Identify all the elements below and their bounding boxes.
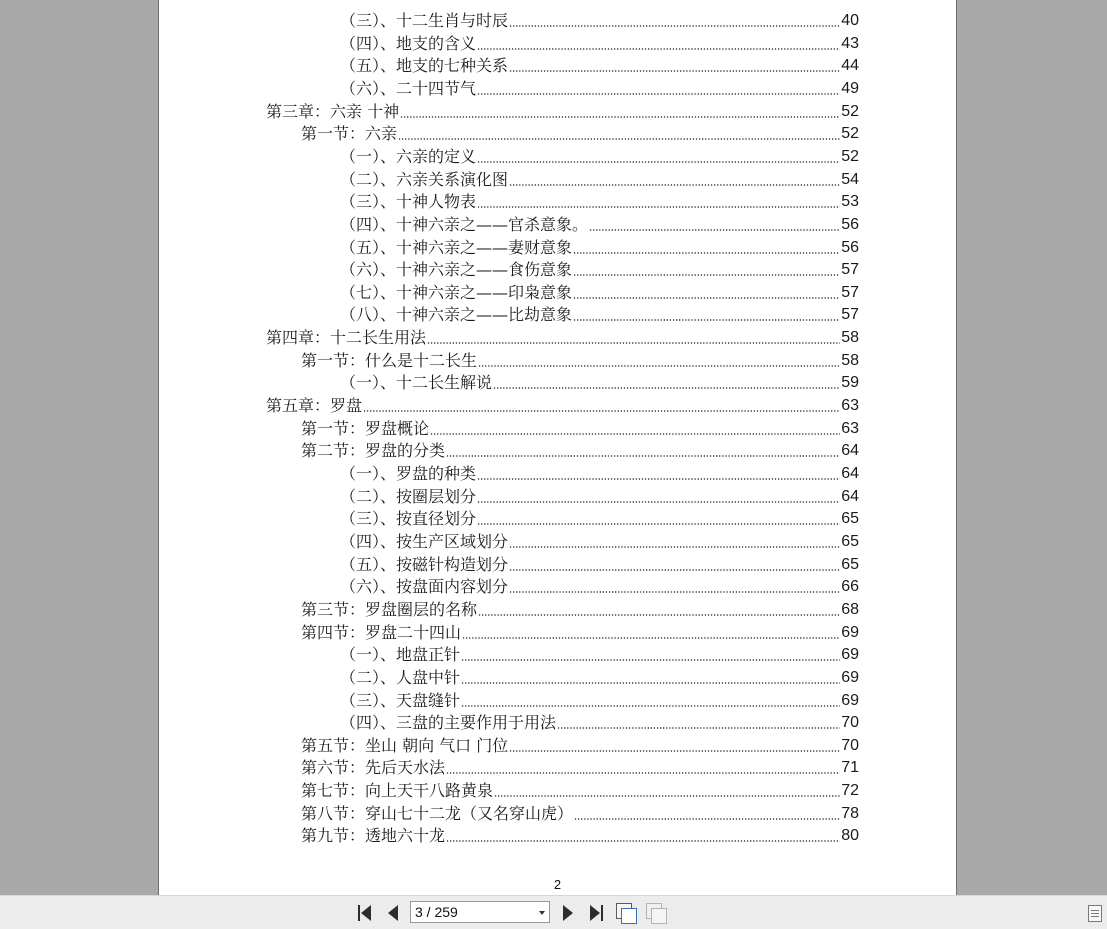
toc-entry[interactable] [340, 236, 859, 258]
toc-entry-title: （四）、地支的含义 [340, 34, 477, 53]
toc-entry[interactable] [301, 802, 859, 824]
toc-entry-page-number: 44 [841, 57, 859, 74]
toc-entry-page-number: 52 [841, 148, 859, 165]
toc-entry-title: 第一节：罗盘概论 [301, 419, 430, 438]
toc-leader-dots [509, 569, 840, 571]
toc-entry-page-number: 54 [841, 171, 859, 188]
toc-leader-dots [477, 501, 840, 503]
toc-leader-dots [573, 297, 840, 299]
toc-entry-title: （一）、十二长生解说 [340, 373, 493, 392]
toc-leader-dots [462, 637, 840, 639]
first-page-icon [358, 905, 371, 921]
toc-entry-page-number: 52 [841, 125, 859, 142]
toc-entry[interactable] [340, 281, 859, 303]
toc-entry-page-number: 78 [841, 805, 859, 822]
toc-leader-dots [574, 818, 840, 820]
toc-leader-dots [478, 365, 840, 367]
toc-leader-dots [493, 387, 840, 389]
toc-entry-page-number: 80 [841, 827, 859, 844]
toc-entry-page-number: 65 [841, 533, 859, 550]
toc-entry-title: （二）、按圈层划分 [340, 487, 477, 506]
toc-entry-page-number: 63 [841, 420, 859, 437]
toc-entry-title: 第二节：罗盘的分类 [301, 441, 446, 460]
toc-leader-dots [494, 795, 840, 797]
toc-entry-title: 第三章：六亲 十神 [266, 102, 400, 121]
toc-entry[interactable] [301, 621, 859, 643]
document-icon[interactable] [1088, 905, 1102, 922]
toc-entry[interactable] [266, 394, 859, 416]
toc-entry[interactable] [301, 417, 859, 439]
toc-leader-dots [589, 229, 840, 231]
toc-entry-title: （四）、十神六亲之——官杀意象。 [340, 215, 589, 234]
toc-entry-title: 第四章：十二长生用法 [266, 328, 427, 347]
toc-entry-title: （六）、二十四节气 [340, 79, 477, 98]
toc-entry-page-number: 64 [841, 488, 859, 505]
toc-entry[interactable] [340, 371, 859, 393]
toc-entry-page-number: 65 [841, 556, 859, 573]
toc-leader-dots [573, 274, 840, 276]
toc-leader-dots [430, 433, 840, 435]
toc-entry[interactable] [301, 756, 859, 778]
toc-entry-title: （八）、十神六亲之——比劫意象 [340, 305, 573, 324]
toc-entry-page-number: 70 [841, 714, 859, 731]
toc-entry-title: （三）、十二生肖与时辰 [340, 11, 509, 30]
paste-icon [646, 903, 666, 923]
toc-entry-page-number: 58 [841, 329, 859, 346]
next-page-button[interactable] [559, 904, 577, 922]
toc-leader-dots [477, 93, 840, 95]
paste-button[interactable] [646, 903, 666, 923]
toc-entry-title: （三）、十神人物表 [340, 192, 477, 211]
toc-leader-dots [398, 138, 840, 140]
toc-entry-title: （六）、按盘面内容划分 [340, 577, 509, 596]
page-selector[interactable] [410, 901, 550, 923]
toc-leader-dots [477, 206, 840, 208]
toc-entry[interactable] [340, 9, 859, 31]
toc-leader-dots [446, 772, 840, 774]
prev-page-icon [388, 905, 398, 921]
document-page [158, 0, 957, 895]
toc-entry-page-number: 69 [841, 624, 859, 641]
toc-leader-dots [427, 342, 840, 344]
toc-leader-dots [509, 25, 840, 27]
copy-button[interactable] [616, 903, 636, 923]
toc-leader-dots [477, 523, 840, 525]
toc-entry[interactable] [340, 485, 859, 507]
toc-entry-page-number: 43 [841, 35, 859, 52]
toc-entry-page-number: 65 [841, 510, 859, 527]
toc-entry-title: 第六节：先后天水法 [301, 758, 446, 777]
toc-leader-dots [509, 184, 840, 186]
chevron-down-icon [539, 911, 545, 915]
toc-entry[interactable] [340, 689, 859, 711]
toc-entry-page-number: 57 [841, 284, 859, 301]
toc-leader-dots [509, 70, 840, 72]
toc-entry-title: （七）、十神六亲之——印枭意象 [340, 283, 573, 302]
toc-leader-dots [446, 840, 840, 842]
toc-entry-title: 第一节：什么是十二长生 [301, 351, 478, 370]
toc-leader-dots [509, 750, 840, 752]
toc-entry-title: （五）、地支的七种关系 [340, 56, 509, 75]
toc-entry[interactable] [340, 213, 859, 235]
toc-entry[interactable] [340, 462, 859, 484]
toc-entry-page-number: 49 [841, 80, 859, 97]
toc-entry-title: 第七节：向上天干八路黄泉 [301, 781, 494, 800]
toc-entry-page-number: 69 [841, 646, 859, 663]
pdf-navigation-toolbar [0, 895, 1107, 929]
toc-entry-page-number: 64 [841, 442, 859, 459]
toc-leader-dots [478, 614, 840, 616]
previous-page-button[interactable] [384, 904, 402, 922]
toc-entry-title: 第四节：罗盘二十四山 [301, 623, 462, 642]
toc-entry-page-number: 56 [841, 239, 859, 256]
toc-leader-dots [400, 116, 840, 118]
toc-leader-dots [461, 682, 840, 684]
toc-entry-title: （一）、地盘正针 [340, 645, 461, 664]
toc-entry-page-number: 40 [841, 12, 859, 29]
toc-entry-title: （三）、按直径划分 [340, 509, 477, 528]
toc-entry-page-number: 58 [841, 352, 859, 369]
toc-entry[interactable] [340, 643, 859, 665]
toc-entry[interactable] [340, 145, 859, 167]
toc-leader-dots [461, 705, 840, 707]
first-page-button[interactable] [355, 904, 373, 922]
toc-entry-page-number: 66 [841, 578, 859, 595]
toc-entry-page-number: 70 [841, 737, 859, 754]
toc-leader-dots [509, 591, 840, 593]
next-page-icon [563, 905, 573, 921]
toc-entry-page-number: 69 [841, 692, 859, 709]
toc-entry-title: 第五章：罗盘 [266, 396, 363, 415]
toc-leader-dots [477, 48, 840, 50]
toc-entry-title: （五）、按磁针构造划分 [340, 555, 509, 574]
toc-leader-dots [557, 727, 840, 729]
toc-entry-page-number: 64 [841, 465, 859, 482]
toc-entry[interactable] [340, 507, 859, 529]
toc-leader-dots [363, 410, 840, 412]
toc-entry[interactable] [340, 553, 859, 575]
toc-entry-page-number: 59 [841, 374, 859, 391]
toc-leader-dots [509, 546, 840, 548]
toc-entry-title: 第九节：透地六十龙 [301, 826, 446, 845]
toc-entry[interactable] [340, 190, 859, 212]
toc-entry[interactable] [301, 734, 859, 756]
toc-entry[interactable] [340, 258, 859, 280]
toc-entry-title: 第三节：罗盘圈层的名称 [301, 600, 478, 619]
toc-entry-title: （五）、十神六亲之——妻财意象 [340, 238, 573, 257]
toc-entry-page-number: 57 [841, 261, 859, 278]
toc-entry-page-number: 72 [841, 782, 859, 799]
toc-entry[interactable] [301, 122, 859, 144]
toc-entry-page-number: 52 [841, 103, 859, 120]
copy-icon [616, 903, 636, 923]
page-indicator: 3 / 259 [415, 904, 458, 920]
toc-leader-dots [477, 478, 840, 480]
toc-leader-dots [461, 659, 840, 661]
toc-entry[interactable] [266, 326, 859, 348]
toc-entry[interactable] [301, 349, 859, 371]
toc-entry-title: （四）、按生产区域划分 [340, 532, 509, 551]
toc-entry[interactable] [340, 666, 859, 688]
toc-entry[interactable] [340, 54, 859, 76]
toc-entry-page-number: 68 [841, 601, 859, 618]
toc-entry-title: 第一节：六亲 [301, 124, 398, 143]
toc-entry-page-number: 53 [841, 193, 859, 210]
toc-entry[interactable] [340, 303, 859, 325]
toc-leader-dots [477, 161, 840, 163]
toc-entry[interactable] [301, 439, 859, 461]
toc-entry[interactable] [301, 779, 859, 801]
toc-entry-title: 第八节：穿山七十二龙（又名穿山虎） [301, 804, 574, 823]
toc-entry[interactable] [340, 530, 859, 552]
toc-entry[interactable] [340, 168, 859, 190]
toc-leader-dots [446, 455, 840, 457]
toc-entry[interactable] [340, 711, 859, 733]
toc-entry-title: （一）、六亲的定义 [340, 147, 477, 166]
toc-entry-page-number: 57 [841, 306, 859, 323]
toc-entry[interactable] [340, 575, 859, 597]
toc-entry-title: 第五节：坐山 朝向 气口 门位 [301, 736, 509, 755]
toc-entry-title: （六）、十神六亲之——食伤意象 [340, 260, 573, 279]
toc-entry-page-number: 71 [841, 759, 859, 776]
toc-entry-page-number: 56 [841, 216, 859, 233]
toc-leader-dots [573, 252, 840, 254]
toc-entry-title: （二）、人盘中针 [340, 668, 461, 687]
toc-entry[interactable] [340, 32, 859, 54]
toc-entry-page-number: 69 [841, 669, 859, 686]
toc-entry-title: （三）、天盘缝针 [340, 691, 461, 710]
toc-entry-title: （四）、三盘的主要作用于用法 [340, 713, 557, 732]
toc-entry[interactable] [301, 598, 859, 620]
page-footer-number: 2 [553, 877, 562, 892]
toc-leader-dots [573, 319, 840, 321]
toc-entry[interactable] [266, 100, 859, 122]
toc-entry-title: （一）、罗盘的种类 [340, 464, 477, 483]
toc-entry-title: （二）、六亲关系演化图 [340, 170, 509, 189]
toc-entry-page-number: 63 [841, 397, 859, 414]
last-page-button[interactable] [587, 904, 605, 922]
toc-entry[interactable] [340, 77, 859, 99]
last-page-icon [590, 905, 603, 921]
toc-entry[interactable] [301, 824, 859, 846]
